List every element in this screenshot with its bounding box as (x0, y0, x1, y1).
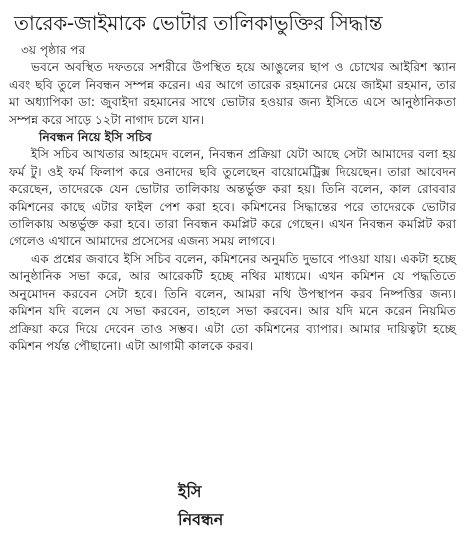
subheading: নিবন্ধন নিয়ে ইসি সচিব (39, 130, 152, 145)
cut-off-heading-fragment (178, 478, 246, 529)
paragraph: ইসি সচিব আখতার আহমেদ বলেন, নিবন্ধন প্রক্রিয়া যেটা আছে সেটা আমাদের বলা হয় ফর্ম টু। ওই ফর্ম ফিলাপ করে ওনাদের ছবি তুলেছেন বায়োমেট্রিক্স দিয়েছেন। তারা আবেদন করেছেন, তাদেরকে যেন ভোটার তালিকায় অন্তর্ভুক্ত করা হয়। তিনি বলেন, কাল রোববার কমিশনের কাছে এটার ফাইল পেশ করা হবে। কমিশনের সিদ্ধান্তের পরে তাদেরকে ভোটার তালিকায় অন্তর্ভুক্ত করা হবে। তারা নিবন্ধন কমপ্লিট করে গেছেন। এখন নিবন্ধন কমপ্লিট করা গেলেও এখানে আমাদের প্রসেসের এজন্য সময় লাগবে। (9, 147, 456, 249)
headline: তারেক-জাইমাকে ভোটার তালিকাভুক্তির সিদ্ধান্ত (14, 11, 383, 35)
article-body (0, 42, 466, 355)
cut-off-heading-text: ইসি নিবন্ধন (178, 482, 224, 529)
paragraph: ভবনে অবস্থিত দফতরে সশরীরে উপস্থিত হয়ে আঙুলের ছাপ ও চোখের আইরিশ স্ক্যান এবং ছবি তুলে নিবন্ধন সম্পন্ন করেন। এর আগে তারেক রহমানের মেয়ে জাইমা রহমান, তার মা অধ্যাপিকা ডা: জুবাইদা রহমানের সাথে ভোটার হওয়ার জন্য ইসিতে এসে আনুষ্ঠানিকতা সম্পন্ন করে সাড়ে ১২টা নাগাদ চলে যান। (9, 60, 456, 127)
continued-from-label: ৩য় পৃষ্ঠার পর (21, 43, 86, 57)
paragraph: এক প্রশ্নের জবাবে ইসি সচিব বলেন, কমিশনের অনুমতি দুভাবে পাওয়া যায়। একটা হচ্ছে আনুষ্ঠানিক সভা করে, আর আরেকটি হচ্ছে নথির মাধ্যমে। এখন কমিশন যে পদ্ধতিতে অনুমোদন করবেন সেটা হবে। তিনি বলেন, আমরা নথি উপস্থাপন করব নিষ্পত্তির জন্য। কমিশন যদি বলেন যে সভা করবেন, তাহলে সভা করবেন। আর যদি মনে করেন নিয়মিত প্রক্রিয়া করে দিয়ে দেবেন তাও সম্ভব। এটা তো কমিশনের ব্যাপার। আমার দায়িত্বটা হচ্ছে কমিশন পর্যন্ত পৌছানো। এটা আগামী কালকে করব। (9, 251, 456, 353)
